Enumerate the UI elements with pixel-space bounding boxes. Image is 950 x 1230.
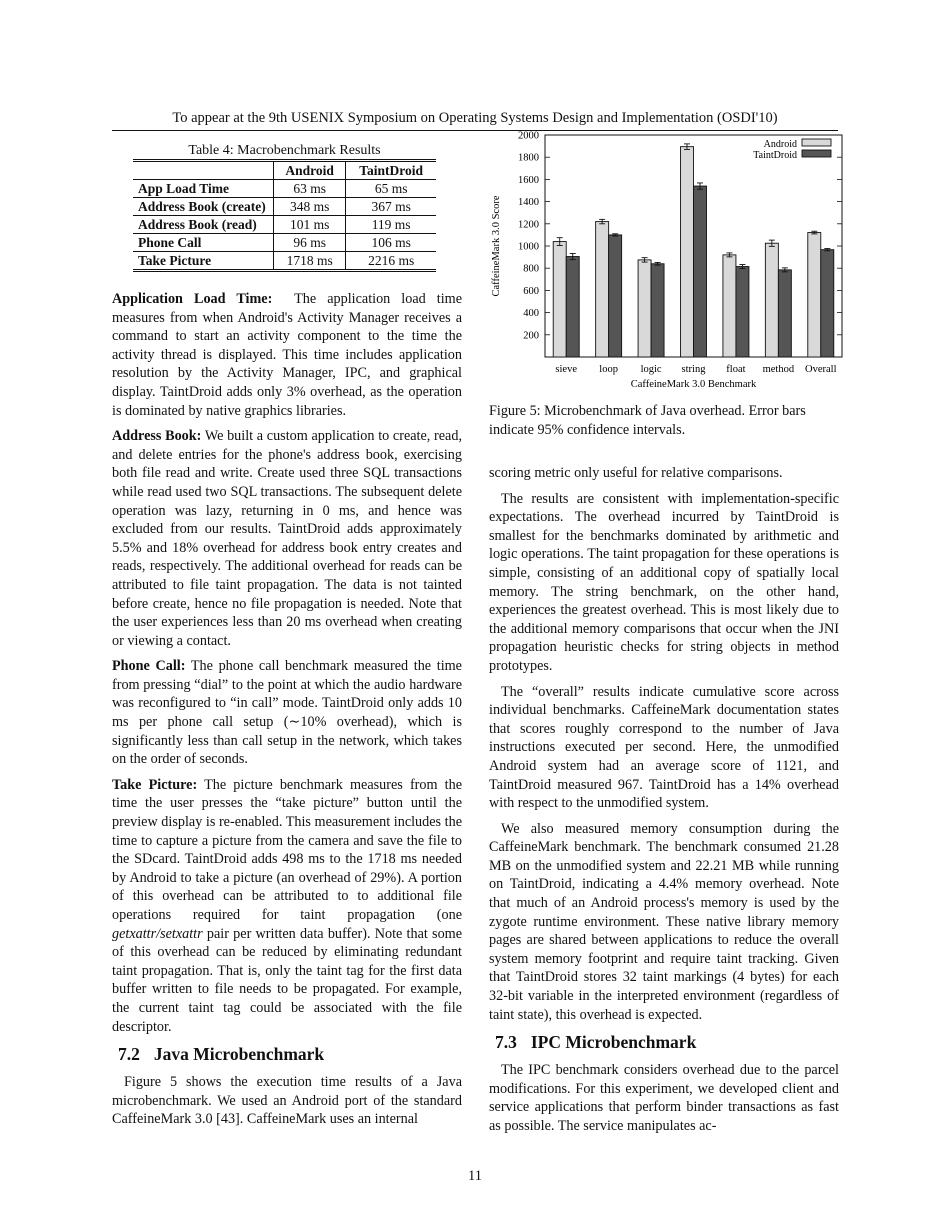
table-row bbox=[133, 180, 436, 198]
section-heading bbox=[112, 1043, 462, 1065]
bar-taintdroid bbox=[566, 257, 579, 357]
cell-android: 1718 ms bbox=[274, 252, 346, 271]
cell-android: 96 ms bbox=[274, 234, 346, 252]
legend-swatch bbox=[802, 150, 831, 157]
caffeinemark-chart bbox=[486, 128, 846, 393]
x-tick-label: loop bbox=[599, 364, 618, 375]
y-tick-label: 1200 bbox=[518, 219, 539, 231]
bar-android bbox=[638, 260, 651, 357]
paragraph-text: The phone call benchmark measured the time from pressing “dial” to the point at which the audio hardware was reconfigured to “in call” mode. TaintDroid only adds 10 ms per phone call setup (∼10% overhead), which is significantly less than call setup in the network, which takes on the order of seconds. bbox=[112, 658, 462, 768]
cell-android: 101 ms bbox=[274, 216, 346, 234]
y-tick-label: 1800 bbox=[518, 152, 539, 164]
page-number: 11 bbox=[468, 1168, 482, 1184]
table-corner bbox=[133, 161, 274, 180]
cell-android: 348 ms bbox=[274, 198, 346, 216]
paragraph: The IPC benchmark considers overhead due to the parcel modifications. For this experiment, we developed client and service applications that perform binder transactions as fast as possible. The service manipulates ac- bbox=[489, 1062, 839, 1134]
bar-taintdroid bbox=[778, 270, 791, 357]
paragraph-heading: Application Load Time: bbox=[112, 291, 273, 307]
x-tick-label: float bbox=[726, 364, 746, 375]
x-tick-label: Overall bbox=[805, 364, 837, 375]
y-tick-label: 600 bbox=[523, 285, 539, 297]
paragraph-heading: Take Picture: bbox=[112, 776, 198, 793]
row-label: App Load Time bbox=[133, 180, 274, 198]
cell-taintdroid: 367 ms bbox=[346, 198, 436, 216]
section-title: IPC Microbenchmark bbox=[530, 1032, 697, 1053]
paragraph bbox=[112, 657, 462, 769]
section-number: 7.3 bbox=[495, 1032, 517, 1053]
bar-android bbox=[681, 147, 694, 357]
y-tick-label: 800 bbox=[523, 263, 539, 275]
cell-taintdroid: 2216 ms bbox=[346, 252, 436, 271]
y-tick-label: 2000 bbox=[518, 130, 539, 142]
section-number: 7.2 bbox=[118, 1044, 140, 1065]
cell-taintdroid: 65 ms bbox=[346, 180, 436, 198]
cell-android: 63 ms bbox=[274, 180, 346, 198]
row-label: Address Book (create) bbox=[133, 198, 274, 216]
x-tick-label: sieve bbox=[555, 364, 578, 375]
row-label: Take Picture bbox=[133, 252, 274, 271]
x-tick-label: string bbox=[681, 364, 706, 375]
table-row bbox=[133, 216, 436, 234]
bar-android bbox=[596, 222, 609, 357]
table-row bbox=[133, 198, 436, 216]
paragraph-heading: Phone Call: bbox=[112, 658, 186, 675]
table-row bbox=[133, 234, 436, 252]
section-heading bbox=[489, 1031, 839, 1053]
paragraph bbox=[112, 427, 462, 650]
legend-swatch bbox=[802, 139, 831, 146]
legend-label: Android bbox=[763, 139, 797, 150]
paragraph: We also measured memory consumption during the CaffeineMark benchmark. The benchmark consumed 21.28 MB on the unmodified system and 22.21 MB while running on TaintDroid, indicating a 4.4% memory overhead. Note that much of an Android process's memory is used by the zygote runtime environment. These native library memory pages are shared between applications to reduce the overall system memory footprint and require taint tracking. Given that TaintDroid stores 32 taint markings (4 bytes) for each 32-bit variable in the interpreted environment (regardless of taint state), this overhead is expected. bbox=[489, 820, 839, 1023]
running-header: To appear at the 9th USENIX Symposium on Operating Systems Design and Implementation (OSDI'10) bbox=[112, 110, 838, 131]
y-axis-label: CaffeineMark 3.0 Score bbox=[491, 195, 502, 297]
row-label: Phone Call bbox=[133, 234, 274, 252]
table-row bbox=[133, 252, 436, 271]
row-label: Address Book (read) bbox=[133, 216, 274, 234]
bar-taintdroid bbox=[609, 235, 622, 357]
y-tick-label: 1400 bbox=[518, 197, 539, 209]
paragraph: Figure 5 shows the execution time results of a Java microbenchmark. We used an Android port of the standard CaffeineMark 3.0 [43]. CaffeineMark uses an internal bbox=[112, 1074, 462, 1128]
y-tick-label: 400 bbox=[523, 308, 539, 320]
bar-android bbox=[723, 255, 736, 357]
bar-taintdroid bbox=[736, 267, 749, 357]
column-header: TaintDroid bbox=[346, 161, 436, 180]
y-tick-label: 1000 bbox=[518, 241, 539, 253]
x-tick-label: method bbox=[762, 364, 795, 375]
bar-android bbox=[553, 242, 566, 357]
emphasis-text: getxattr/setxattr bbox=[112, 925, 203, 942]
y-tick-label: 200 bbox=[523, 330, 539, 342]
bar-android bbox=[765, 243, 778, 357]
results-table bbox=[133, 159, 436, 272]
paragraph bbox=[112, 776, 462, 1036]
bar-taintdroid bbox=[651, 264, 664, 357]
paragraph-text: The application load time measures from when Android's Activity Manager receives a command to start an activity component to the time the activity thread is displayed. This time includes application resolution by the Activity Manager, IPC, and graphical display. TaintDroid adds only 3% overhead, as the operation is dominated by native graphics libraries. bbox=[112, 291, 462, 419]
column-header: Android bbox=[274, 161, 346, 180]
bar-taintdroid bbox=[821, 250, 834, 357]
cell-taintdroid: 106 ms bbox=[346, 234, 436, 252]
bar-taintdroid bbox=[694, 186, 707, 357]
table-header-row bbox=[133, 161, 436, 180]
paragraph: The results are consistent with implementation-specific expectations. The overhead incurred by TaintDroid is smallest for the benchmarks dominated by arithmetic and logic operations. The taint propagation for these operations is simple, consisting of an additional copy of spatially local memory. The string benchmark, on the other hand, experiences the greatest overhead. This is most likely due to the additional memory comparisons that occur when the JNI propagation heuristic checks for string objects in method prototypes. bbox=[489, 490, 839, 674]
x-tick-label: logic bbox=[640, 364, 662, 375]
paragraph-text: pair per written data buffer). Note that some of this overhead can be reduced by eliminating redundant taint propagation. That is, only the taint tag for the first data buffer written to file needs to be propagated. For example, the current taint tag could be associated with the file descriptor. bbox=[112, 925, 463, 1035]
figure-caption: Figure 5: Microbenchmark of Java overhead. Error bars indicate 95% confidence intervals. bbox=[489, 403, 806, 438]
x-axis-label: CaffeineMark 3.0 Benchmark bbox=[630, 379, 757, 390]
y-tick-label: 1600 bbox=[518, 174, 539, 186]
paragraph: scoring metric only useful for relative comparisons. bbox=[489, 465, 783, 481]
right-column bbox=[489, 464, 839, 1143]
legend-label: TaintDroid bbox=[753, 150, 797, 161]
paragraph-text: The picture benchmark measures from the time the user presses the “take picture” button until the preview display is re-enabled. This measurement includes the time to capture a picture from the camera and save the file to the SDcard. TaintDroid adds 498 ms to the 1718 ms needed by Android to take a picture (an overhead of 29%). A portion of this overhead can be attributed to to additional file operations required for taint propagation (one bbox=[112, 776, 463, 923]
paragraph-heading: Address Book: bbox=[112, 428, 202, 445]
table-caption: Table 4: Macrobenchmark Results bbox=[188, 143, 381, 158]
paragraph-text: We built a custom application to create, read, and delete entries for the phone's address book, exercising both file read and write. Create used three SQL transactions while read used two SQL transactions. The subsequent delete operation was lazy, returning in 0 ms, and hence was excluded from our results. TaintDroid adds approximately 5.5% and 18% overhead for address book entry creates and reads, respectively. The additional overhead for reads can be attributed to file taint propagation. The data is not tainted before create, hence no file propagation is needed. Note that the user experiences less than 20 ms overhead when creating or viewing a contact. bbox=[112, 428, 462, 649]
section-title: Java Microbenchmark bbox=[153, 1044, 325, 1065]
paragraph bbox=[112, 290, 462, 420]
bar-android bbox=[808, 233, 821, 357]
left-column bbox=[112, 290, 462, 1136]
paragraph: The “overall” results indicate cumulative score across individual benchmarks. CaffeineMark documentation states that scores roughly correspond to the number of Java instructions executed per second. Here, the unmodified Android system had an average score of 1121, and TaintDroid measured 967. TaintDroid has a 14% overhead with respect to the unmodified system. bbox=[489, 683, 839, 812]
cell-taintdroid: 119 ms bbox=[346, 216, 436, 234]
macrobenchmark-table bbox=[133, 142, 436, 272]
